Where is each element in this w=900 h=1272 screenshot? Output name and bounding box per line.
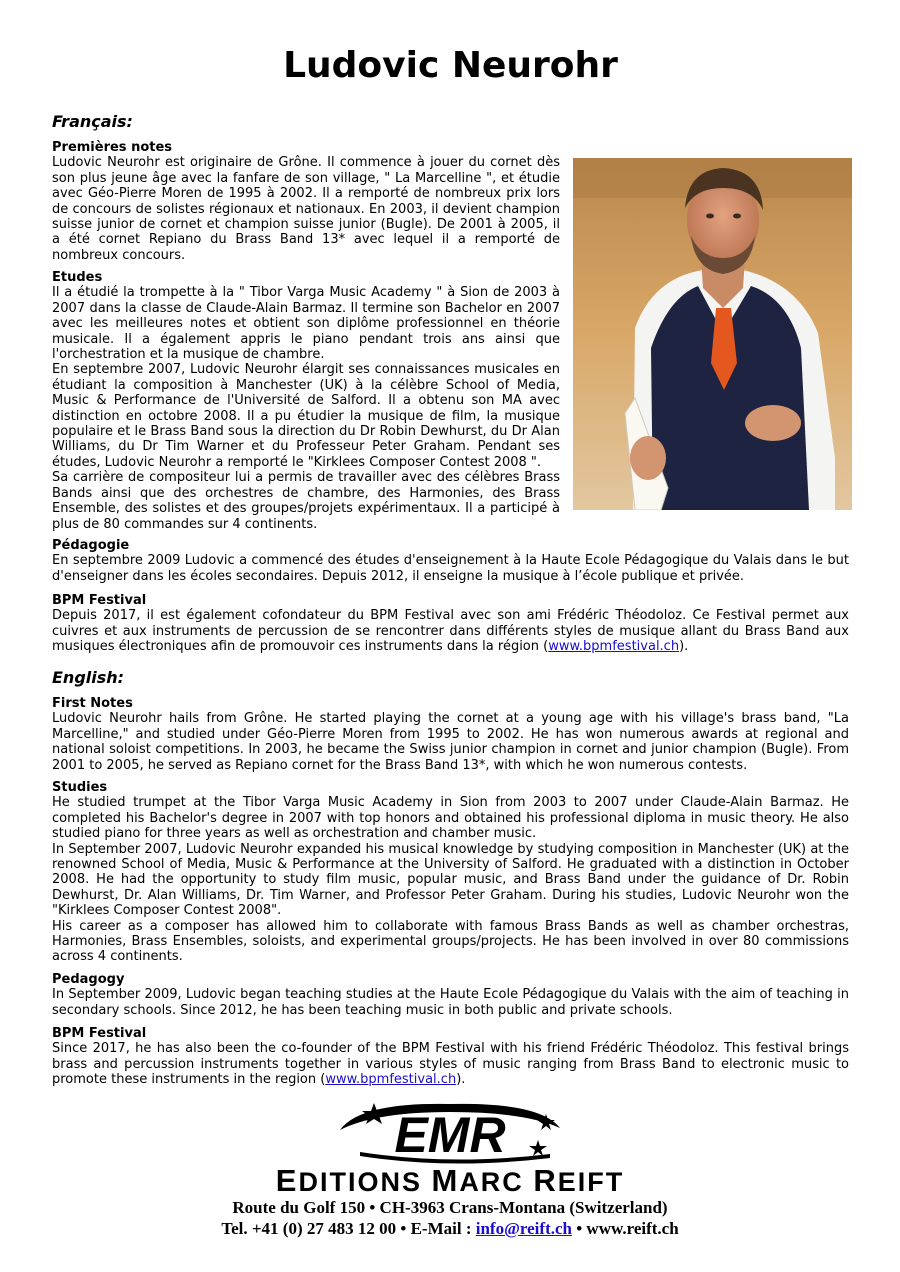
fr-first-notes [52, 140, 560, 263]
en-bpm-end: ). [456, 1072, 466, 1088]
en-bpm-title: BPM Festival [52, 1026, 147, 1041]
fr-pedagogy [52, 538, 849, 584]
emr-logo [320, 1100, 580, 1166]
en-first-notes-text: Ludovic Neurohr hails from Grône. He started playing the cornet at a young age with his village's brass band, "La Marcelline," and studied under Géo-Pierre Moren from 1995 to 2002. He has won numerous awards at regional and national soloist competitions. In 2003, he became the Swiss junior champion in cornet and junior champion (Bugle). From 2001 to 2005, he served as Repiano cornet for the Brass Band 13*, with which he won numerous contests. [52, 711, 849, 773]
en-pedagogy-title: Pedagogy [52, 972, 125, 987]
fr-bpm-link[interactable]: www.bpmfestival.ch [548, 639, 680, 655]
fr-pedagogy-title: Pédagogie [52, 538, 130, 553]
english-heading: English: [52, 668, 125, 687]
publisher-footer [0, 1100, 900, 1239]
fr-studies-p3: Sa carrière de compositeur lui a permis de travailler avec des célèbres Brass Bands ainsi que des orchestres de chambre, des Harmonies, des Brass Ensemble, des solistes et des groupes/projets expérimentaux. Il a participé à plus de 80 commandes sur 4 continents. [52, 470, 560, 532]
fr-pedagogy-text: En septembre 2009 Ludovic a commencé des études d'enseignement à la Haute Ecole Pédagogique du Valais dans le but d'enseigner dans les écoles secondaires. Depuis 2012, il enseigne la musique à l’école publique et privée. [52, 553, 849, 584]
en-studies-p1: He studied trumpet at the Tibor Varga Music Academy in Sion from 2003 to 2007 under Claude-Alain Barmaz. He completed his Bachelor's degree in 2007 with top honors and obtained his professional diploma in music theory. He also studied piano for three years as well as orchestration and chamber music. [52, 795, 849, 842]
en-pedagogy-text: In September 2009, Ludovic began teaching studies at the Haute Ecole Pédagogique du Valais with the aim of teaching in secondary schools. Since 2012, he has been teaching music in both public and private schools. [52, 987, 849, 1018]
en-bpm-link[interactable]: www.bpmfestival.ch [325, 1072, 457, 1088]
brand-eift: EIFT [557, 1167, 625, 1197]
email-link[interactable]: info@reift.ch [475, 1219, 572, 1238]
contact-suffix: • www.reift.ch [571, 1219, 679, 1238]
brand-arc: ARC [459, 1167, 534, 1197]
fr-studies [52, 270, 560, 532]
en-studies-p2: In September 2007, Ludovic Neurohr expanded his musical knowledge by studying composition in Manchester (UK) at the renowned School of Media, Music & Performance at the University of Salford. He graduated with a distinction in October 2008. He had the opportunity to study film music, popular music, and Brass Band under the guidance of Dr. Robin Dewhurst, Dr. Alan Williams, Dr. Tim Warner, and Professor Peter Graham. During his studies, Ludovic Neurohr won the "Kirklees Composer Contest 2008". [52, 841, 849, 919]
emr-logo-text: EMR [394, 1107, 506, 1163]
fr-bpm-text [52, 608, 849, 654]
en-bpm-festival [52, 1026, 849, 1088]
en-studies-title: Studies [52, 780, 108, 795]
fr-studies-title: Etudes [52, 270, 103, 285]
fr-first-notes-text: Ludovic Neurohr est originaire de Grône. Il commence à jouer du cornet dès son plus jeune âge avec la fanfare de son village, " La Marcelline ", et étudie avec Géo-Pierre Moren de 1995 à 2002. Il a remporté de nombreux prix lors de concours de solistes régionaux et nationaux. En 2003, il devient champion suisse junior de cornet et champion suisse junior (Bugle). De 2001 à 2005, il a été cornet Repiano du Brass Band 13* avec lequel il a remporté de nombreux concours. [52, 155, 560, 263]
french-heading: Français: [52, 112, 133, 131]
en-first-notes-title: First Notes [52, 696, 133, 711]
contact-prefix: Tel. +41 (0) 27 483 12 00 • E-Mail : [221, 1219, 476, 1238]
fr-bpm-festival [52, 593, 849, 655]
portrait-photo [573, 158, 852, 510]
brand-r: R [533, 1163, 558, 1198]
publisher-address: Route du Golf 150 • CH-3963 Crans-Montana (Switzerland) [232, 1198, 668, 1217]
fr-studies-p1: Il a étudié la trompette à la " Tibor Varga Music Academy " à Sion de 2003 à 2007 dans la classe de Claude-Alain Barmaz. Il termine son Bachelor en 2007 avec les meilleures notes et obtient son diplôme professionnel en théorie musicale. Il a également appris le piano pendant trois ans ainsi que l'orchestration et la musique de chambre. [52, 285, 560, 363]
brand-e: E [275, 1163, 299, 1198]
en-studies-p3: His career as a composer has allowed him to collaborate with famous Brass Bands as well as chamber orchestras, Harmonies, Brass Ensembles, soloists, and experimental groups/projects. He has been involved in over 80 commissions across 4 continents. [52, 918, 849, 965]
fr-bpm-end: ). [679, 639, 689, 655]
publisher-name [0, 1163, 900, 1198]
brand-ditions: DITIONS [298, 1167, 432, 1197]
fr-bpm-body: Depuis 2017, il est également cofondateur du BPM Festival avec son ami Frédéric Théodoloz. Ce Festival permet aux cuivres et aux instruments de percussion de se rencontrer dans différents styles de musique allant du Brass Band aux musiques électroniques afin de promouvoir ces instruments dans la région ( [52, 608, 849, 655]
en-studies [52, 780, 849, 965]
fr-first-notes-title: Premières notes [52, 140, 173, 155]
portrait-illustration [573, 158, 852, 510]
en-pedagogy [52, 972, 849, 1018]
publisher-contact [0, 1218, 900, 1239]
en-bpm-body: Since 2017, he has also been the co-founder of the BPM Festival with his friend Frédéric Théodoloz. This festival brings brass and percussion instruments together in various styles of music ranging from Brass Band to electronic music to promote these instruments in the region ( [52, 1041, 849, 1088]
fr-bpm-title: BPM Festival [52, 593, 147, 608]
fr-studies-p2: En septembre 2007, Ludovic Neurohr élargit ses connaissances musicales en étudiant la composition à Manchester (UK) à la célèbre School of Media, Music & Performance de l'Université de Salford. Il a obtenu son MA avec distinction en octobre 2008. Il a pu étudier la musique de film, la musique populaire et le Brass Band sous la direction du Dr Robin Dewhurst, du Dr Alan Williams, du Dr Tim Warner et du Professeur Peter Graham. Pendant ses études, Ludovic Neurohr a remporté le "Kirklees Composer Contest 2008 ". [52, 362, 560, 470]
en-bpm-text [52, 1041, 849, 1087]
en-first-notes [52, 696, 849, 773]
brand-m: M [431, 1163, 460, 1198]
page-title: Ludovic Neurohr [283, 45, 618, 86]
